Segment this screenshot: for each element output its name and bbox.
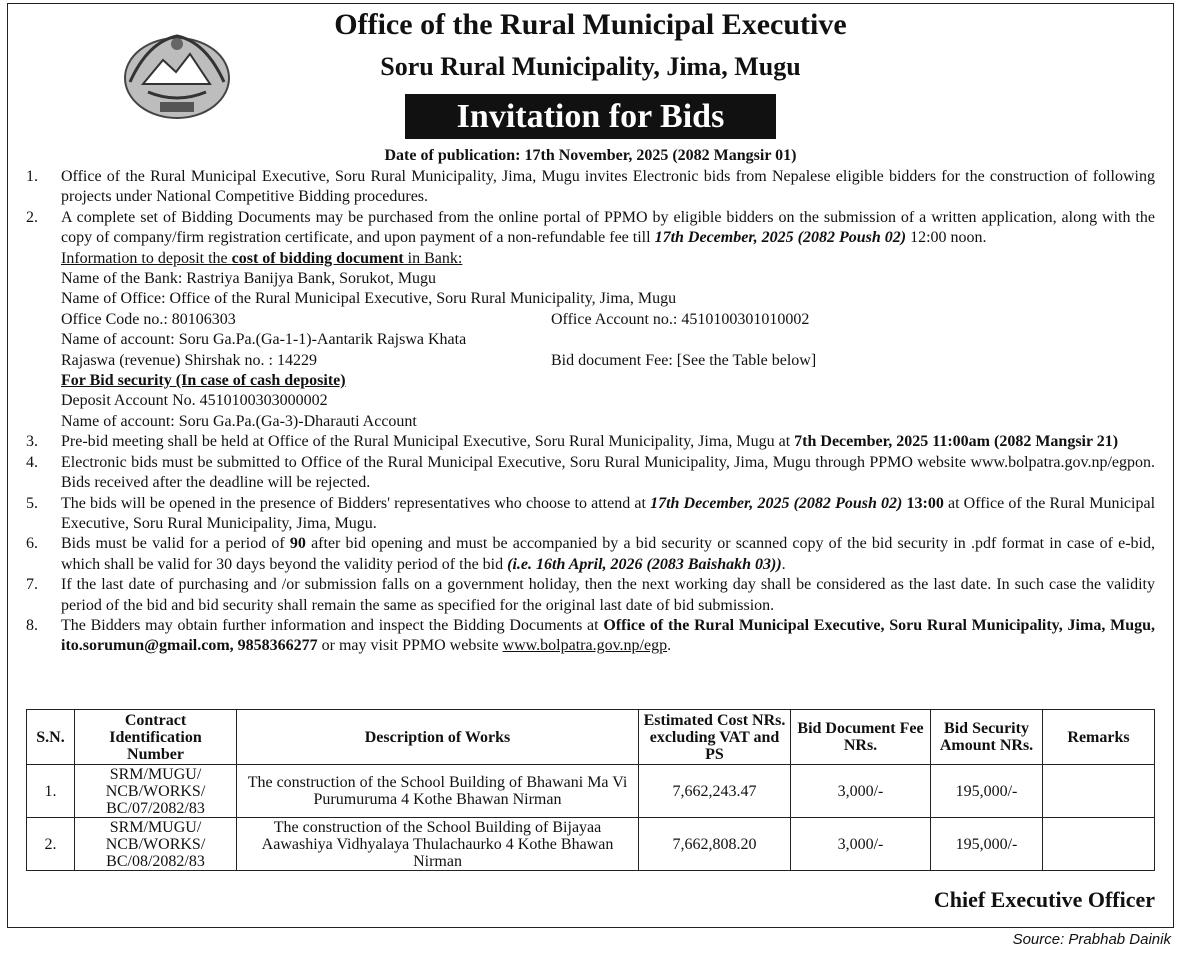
account-name: Name of account: Soru Ga.Pa.(Ga-1-1)-Aantarik Rajswa Khata xyxy=(61,331,467,349)
table-cell: SRM/MUGU/ NCB/WORKS/ BC/08/2082/83 xyxy=(75,818,237,871)
list-item: 3. Pre-bid meeting shall be held at Office of the Rural Municipal Executive, Soru Rural Municipality, Jima, Mugu at 7th December, 2025 11:00am (2082 Mangsir 21) xyxy=(26,433,1119,451)
bank-info xyxy=(24,249,1155,433)
list-item: 7. If the last date of purchasing and /or submission falls on a government holiday, then the next working day shall be considered as the last date. In such case the validity period of the bid and bid security shall remain the same as specified for the original last date of bid submission. xyxy=(26,576,1155,614)
list-item: 4. Electronic bids must be submitted to Office of the Rural Municipal Executive, Soru Rural Municipality, Jima, Mugu through PPMO website www.bolpatra.gov.np/egpon. Bids received after the deadline will be rejected. xyxy=(26,453,1155,492)
column-header: Bid Document Fee NRs. xyxy=(791,710,931,765)
column-header: Contract Identification Number xyxy=(75,710,237,765)
table-cell: 1. xyxy=(27,765,75,818)
table-row xyxy=(27,818,1155,871)
notice-body xyxy=(24,167,1155,657)
table-cell: SRM/MUGU/ NCB/WORKS/ BC/07/2082/83 xyxy=(75,765,237,818)
list-item: 6. Bids must be valid for a period of 90 after bid opening and must be accompanied by a bid security or scanned copy of the bid security in .pdf format in case of e-bid, which shall be valid for 30 days beyond the validity period of the bid (i.e. 16th April, 2026 (2083 Baishakh 03)). xyxy=(26,535,1155,573)
list-item: 5. The bids will be opened in the presence of Bidders' representatives who choose to attend at 17th December, 2025 (2082 Poush 02) 13:00 at Office of the Rural Municipal Executive, Soru Rural Municipality, Jima, Mugu. xyxy=(26,494,1156,532)
bank-heading: Information to deposit the cost of bidding document in Bank: xyxy=(61,249,463,267)
column-header: S.N. xyxy=(27,710,75,765)
bid-table xyxy=(26,709,1155,871)
deposit-account: Deposit Account No. 4510100303000002 xyxy=(61,392,328,410)
table-cell: The construction of the School Building of Bhawani Ma Vi Purumuruma 4 Kothe Bhawan Nirman xyxy=(237,765,639,818)
rajaswa-no: Rajaswa (revenue) Shirshak no. : 14229 xyxy=(61,351,317,369)
office-code: Office Code no.: 80106303 xyxy=(61,310,236,328)
signature-title: Chief Executive Officer xyxy=(933,887,1155,912)
table-cell xyxy=(1043,818,1155,871)
column-header: Remarks xyxy=(1043,710,1155,765)
table-cell: The construction of the School Building of Bijayaa Aawashiya Vidhyalaya Thulachaurko 4 Kothe Bhawan Nirman xyxy=(237,818,639,871)
security-account-name: Name of account: Soru Ga.Pa.(Ga-3)-Dharauti Account xyxy=(61,412,417,430)
table-cell: 195,000/- xyxy=(931,765,1043,818)
table-cell: 2. xyxy=(27,818,75,871)
table-cell: 3,000/- xyxy=(791,765,931,818)
security-heading: For Bid security (In case of cash deposite) xyxy=(61,372,346,390)
column-header: Description of Works xyxy=(237,710,639,765)
list-item: 2. A complete set of Bidding Documents may be purchased from the online portal of PPMO by eligible bidders on the submission of a written application, along with the copy of company/firm registration certificate, and upon payment of a non-refundable fee till 17th December, 2025 (2082 Poush 02) 12:00 noon. xyxy=(26,208,1155,247)
list-item: 8. The Bidders may obtain further information and inspect the Bidding Documents at Office of the Rural Municipal Executive, Soru Rural Municipality, Jima, Mugu, ito.sorumun@gmail.com, 9858366277 or may visit PPMO website www.bolpatra.gov.np/egp. xyxy=(26,616,1155,655)
table-cell: 3,000/- xyxy=(791,818,931,871)
bid-fee-note: Bid document Fee: [See the Table below] xyxy=(551,351,817,369)
office-title: Office of the Rural Municipal Executive xyxy=(334,8,847,41)
table-header-row xyxy=(27,710,1155,765)
municipality-subtitle: Soru Rural Municipality, Jima, Mugu xyxy=(380,52,801,81)
column-header: Estimated Cost NRs. excluding VAT and PS xyxy=(639,710,791,765)
office-account: Office Account no.: 4510100301010002 xyxy=(551,310,810,328)
table-cell: 7,662,808.20 xyxy=(639,818,791,871)
ppmo-link[interactable]: www.bolpatra.gov.np/egp xyxy=(502,637,668,655)
bank-name: Name of the Bank: Rastriya Banijya Bank, Sorukot, Mugu xyxy=(61,270,437,288)
table-cell: 195,000/- xyxy=(931,818,1043,871)
table-row xyxy=(27,765,1155,818)
banner-title: Invitation for Bids xyxy=(405,94,776,139)
column-header: Bid Security Amount NRs. xyxy=(931,710,1043,765)
list-item: 1. Office of the Rural Municipal Executive, Soru Rural Municipality, Jima, Mugu invites Electronic bids from Nepalese eligible bidders for the construction of following projects under National Competitive Bidding procedures. xyxy=(26,168,1155,206)
table-cell: 7,662,243.47 xyxy=(639,765,791,818)
table-cell xyxy=(1043,765,1155,818)
office-name: Name of Office: Office of the Rural Municipal Executive, Soru Rural Municipality, Jima, Mugu xyxy=(61,290,677,308)
source-credit: Source: Prabhab Dainik xyxy=(1012,931,1171,948)
publication-date: Date of publication: 17th November, 2025 (2082 Mangsir 01) xyxy=(384,147,797,164)
